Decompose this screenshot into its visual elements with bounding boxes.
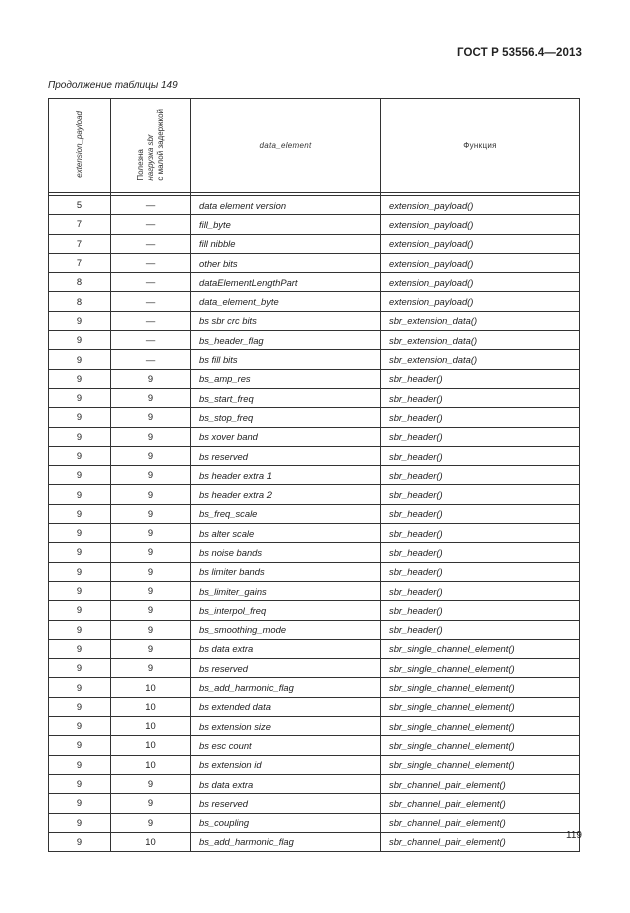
cell-sbr-payload: 9: [111, 659, 191, 678]
cell-extension-payload: 9: [49, 504, 111, 523]
table-row: [49, 196, 580, 215]
cell-data-element: bs_stop_freq: [191, 408, 381, 427]
cell-extension-payload: 9: [49, 794, 111, 813]
cell-sbr-payload: 10: [111, 736, 191, 755]
cell-sbr-payload: —: [111, 215, 191, 234]
cell-function: sbr_single_channel_element(): [381, 755, 580, 774]
col-header-sbr-payload: [111, 99, 191, 193]
cell-function: sbr_header(): [381, 427, 580, 446]
cell-extension-payload: 9: [49, 331, 111, 350]
table-row: [49, 292, 580, 311]
cell-data-element: bs reserved: [191, 794, 381, 813]
cell-sbr-payload: 9: [111, 427, 191, 446]
cell-sbr-payload: 9: [111, 466, 191, 485]
table-row: [49, 697, 580, 716]
cell-sbr-payload: 10: [111, 832, 191, 851]
cell-function: sbr_header(): [381, 369, 580, 388]
table-row: [49, 504, 580, 523]
cell-extension-payload: 9: [49, 311, 111, 330]
cell-function: sbr_header(): [381, 408, 580, 427]
cell-data-element: bs alter scale: [191, 524, 381, 543]
cell-function: sbr_header(): [381, 620, 580, 639]
table-row: [49, 234, 580, 253]
cell-data-element: bs header extra 2: [191, 485, 381, 504]
table-row: [49, 678, 580, 697]
table-row: [49, 369, 580, 388]
cell-extension-payload: 9: [49, 408, 111, 427]
cell-sbr-payload: —: [111, 311, 191, 330]
cell-data-element: bs_smoothing_mode: [191, 620, 381, 639]
cell-data-element: bs_add_harmonic_flag: [191, 678, 381, 697]
table-row: [49, 253, 580, 272]
cell-sbr-payload: 9: [111, 794, 191, 813]
cell-data-element: bs_start_freq: [191, 388, 381, 407]
cell-sbr-payload: 9: [111, 813, 191, 832]
table-row: [49, 581, 580, 600]
cell-extension-payload: 9: [49, 774, 111, 793]
cell-function: sbr_single_channel_element(): [381, 678, 580, 697]
cell-sbr-payload: 10: [111, 678, 191, 697]
col-header-sbr-payload-label: [136, 109, 166, 181]
cell-data-element: bs data extra: [191, 639, 381, 658]
cell-extension-payload: 9: [49, 659, 111, 678]
cell-function: sbr_single_channel_element(): [381, 639, 580, 658]
cell-function: sbr_extension_data(): [381, 331, 580, 350]
cell-sbr-payload: 9: [111, 543, 191, 562]
cell-sbr-payload: 9: [111, 620, 191, 639]
cell-function: extension_payload(): [381, 215, 580, 234]
cell-data-element: bs_header_flag: [191, 331, 381, 350]
cell-extension-payload: 7: [49, 234, 111, 253]
cell-data-element: bs limiter bands: [191, 562, 381, 581]
cell-sbr-payload: 9: [111, 485, 191, 504]
cell-function: sbr_header(): [381, 504, 580, 523]
cell-data-element: bs xover band: [191, 427, 381, 446]
cell-extension-payload: 9: [49, 736, 111, 755]
cell-extension-payload: 9: [49, 446, 111, 465]
spec-table: [48, 98, 580, 852]
cell-function: sbr_channel_pair_element(): [381, 794, 580, 813]
table-row: [49, 755, 580, 774]
table-row: [49, 388, 580, 407]
sbr-header-line-2: нагрузка sbr: [145, 134, 155, 181]
table-row: [49, 774, 580, 793]
cell-function: sbr_single_channel_element(): [381, 717, 580, 736]
cell-sbr-payload: 9: [111, 504, 191, 523]
cell-extension-payload: 8: [49, 273, 111, 292]
cell-sbr-payload: —: [111, 350, 191, 369]
cell-function: sbr_header(): [381, 485, 580, 504]
cell-extension-payload: 9: [49, 601, 111, 620]
cell-extension-payload: 9: [49, 369, 111, 388]
table-row: [49, 331, 580, 350]
cell-sbr-payload: 9: [111, 446, 191, 465]
cell-sbr-payload: 9: [111, 639, 191, 658]
cell-data-element: bs_coupling: [191, 813, 381, 832]
standard-designation: ГОСТ Р 53556.4—2013: [457, 47, 582, 59]
cell-extension-payload: 9: [49, 678, 111, 697]
table-row: [49, 562, 580, 581]
cell-data-element: data_element_byte: [191, 292, 381, 311]
cell-sbr-payload: 10: [111, 717, 191, 736]
cell-sbr-payload: 9: [111, 388, 191, 407]
table-row: [49, 639, 580, 658]
cell-data-element: bs_freq_scale: [191, 504, 381, 523]
table-row: [49, 601, 580, 620]
cell-sbr-payload: 9: [111, 581, 191, 600]
cell-extension-payload: 9: [49, 697, 111, 716]
cell-data-element: bs esc count: [191, 736, 381, 755]
cell-sbr-payload: 9: [111, 369, 191, 388]
cell-function: sbr_extension_data(): [381, 350, 580, 369]
table-row: [49, 408, 580, 427]
cell-function: sbr_header(): [381, 446, 580, 465]
cell-sbr-payload: —: [111, 196, 191, 215]
cell-sbr-payload: 9: [111, 601, 191, 620]
cell-data-element: bs extension size: [191, 717, 381, 736]
cell-function: sbr_single_channel_element(): [381, 697, 580, 716]
cell-extension-payload: 9: [49, 755, 111, 774]
sbr-header-line-1: Полезна: [135, 148, 145, 181]
cell-function: sbr_header(): [381, 388, 580, 407]
cell-sbr-payload: —: [111, 253, 191, 272]
cell-function: sbr_header(): [381, 466, 580, 485]
cell-sbr-payload: 9: [111, 408, 191, 427]
table-row: [49, 717, 580, 736]
cell-extension-payload: 9: [49, 524, 111, 543]
table-row: [49, 736, 580, 755]
cell-function: sbr_single_channel_element(): [381, 659, 580, 678]
cell-sbr-payload: 9: [111, 562, 191, 581]
table-row: [49, 427, 580, 446]
cell-data-element: fill_byte: [191, 215, 381, 234]
cell-extension-payload: 9: [49, 543, 111, 562]
cell-function: sbr_single_channel_element(): [381, 736, 580, 755]
cell-function: sbr_channel_pair_element(): [381, 813, 580, 832]
cell-data-element: bs extended data: [191, 697, 381, 716]
cell-function: sbr_extension_data(): [381, 311, 580, 330]
cell-extension-payload: 9: [49, 388, 111, 407]
col-header-extension-payload-label: extension_payload: [74, 111, 84, 178]
cell-data-element: dataElementLengthPart: [191, 273, 381, 292]
cell-function: sbr_channel_pair_element(): [381, 832, 580, 851]
cell-function: extension_payload(): [381, 253, 580, 272]
table-row: [49, 794, 580, 813]
cell-function: sbr_channel_pair_element(): [381, 774, 580, 793]
cell-data-element: data element version: [191, 196, 381, 215]
cell-extension-payload: 9: [49, 717, 111, 736]
cell-extension-payload: 9: [49, 832, 111, 851]
table-row: [49, 466, 580, 485]
cell-sbr-payload: 10: [111, 697, 191, 716]
table-row: [49, 446, 580, 465]
cell-extension-payload: 9: [49, 562, 111, 581]
table-row: [49, 485, 580, 504]
cell-data-element: bs sbr crc bits: [191, 311, 381, 330]
col-header-extension-payload: [49, 99, 111, 193]
table-row: [49, 273, 580, 292]
col-header-data-element: [191, 99, 381, 193]
cell-extension-payload: 9: [49, 581, 111, 600]
col-header-function-label: Функция: [463, 141, 497, 150]
cell-sbr-payload: 9: [111, 524, 191, 543]
sbr-header-line-3: с малой задержкой: [155, 108, 165, 181]
cell-function: extension_payload(): [381, 292, 580, 311]
cell-data-element: bs_limiter_gains: [191, 581, 381, 600]
cell-data-element: bs reserved: [191, 446, 381, 465]
cell-extension-payload: 9: [49, 620, 111, 639]
table-body: [49, 196, 580, 852]
cell-data-element: bs reserved: [191, 659, 381, 678]
table-header: [49, 99, 580, 196]
cell-extension-payload: 9: [49, 427, 111, 446]
cell-function: sbr_header(): [381, 562, 580, 581]
cell-data-element: bs header extra 1: [191, 466, 381, 485]
table-row: [49, 813, 580, 832]
cell-extension-payload: 5: [49, 196, 111, 215]
cell-sbr-payload: 9: [111, 774, 191, 793]
table-row: [49, 543, 580, 562]
cell-sbr-payload: —: [111, 234, 191, 253]
cell-function: sbr_header(): [381, 543, 580, 562]
cell-sbr-payload: 10: [111, 755, 191, 774]
cell-data-element: bs_amp_res: [191, 369, 381, 388]
cell-function: extension_payload(): [381, 234, 580, 253]
cell-function: extension_payload(): [381, 273, 580, 292]
cell-function: sbr_header(): [381, 581, 580, 600]
cell-data-element: other bits: [191, 253, 381, 272]
page-number: 119: [566, 830, 582, 841]
table-continuation-caption: Продолжение таблицы 149: [48, 80, 178, 91]
cell-data-element: bs fill bits: [191, 350, 381, 369]
cell-function: sbr_header(): [381, 524, 580, 543]
table-row: [49, 832, 580, 851]
table-row: [49, 311, 580, 330]
cell-extension-payload: 9: [49, 350, 111, 369]
col-header-function: [381, 99, 580, 193]
cell-extension-payload: 8: [49, 292, 111, 311]
cell-function: extension_payload(): [381, 196, 580, 215]
cell-sbr-payload: —: [111, 292, 191, 311]
cell-data-element: bs_interpol_freq: [191, 601, 381, 620]
cell-extension-payload: 9: [49, 466, 111, 485]
cell-data-element: fill nibble: [191, 234, 381, 253]
cell-extension-payload: 9: [49, 485, 111, 504]
cell-sbr-payload: —: [111, 273, 191, 292]
table-row: [49, 524, 580, 543]
cell-extension-payload: 7: [49, 215, 111, 234]
table-row: [49, 215, 580, 234]
cell-data-element: bs_add_harmonic_flag: [191, 832, 381, 851]
cell-function: sbr_header(): [381, 601, 580, 620]
cell-data-element: bs noise bands: [191, 543, 381, 562]
cell-extension-payload: 7: [49, 253, 111, 272]
table-row: [49, 350, 580, 369]
cell-sbr-payload: —: [111, 331, 191, 350]
table-row: [49, 659, 580, 678]
cell-extension-payload: 9: [49, 639, 111, 658]
table-row: [49, 620, 580, 639]
cell-extension-payload: 9: [49, 813, 111, 832]
cell-data-element: bs extension id: [191, 755, 381, 774]
col-header-data-element-label: data_element: [259, 141, 312, 150]
cell-data-element: bs data extra: [191, 774, 381, 793]
